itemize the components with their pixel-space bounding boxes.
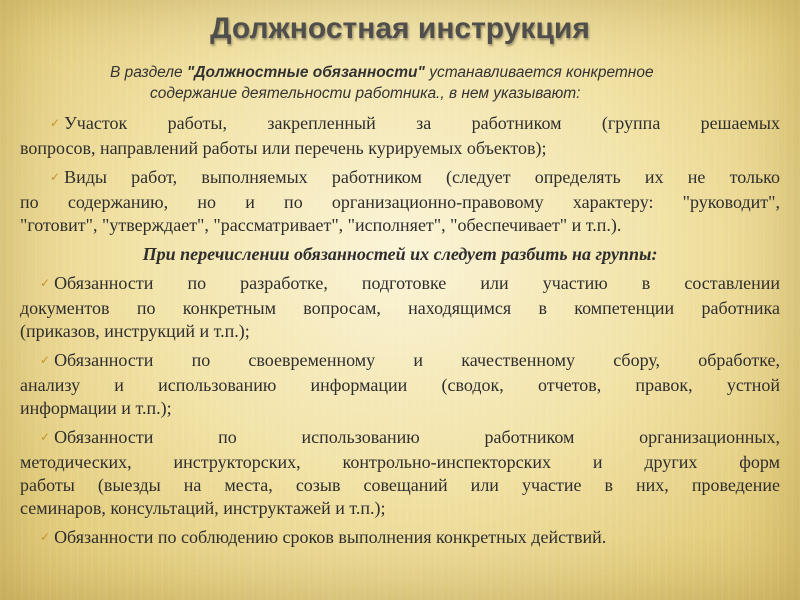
subheading: При перечислении обязанностей их следует разбить на группы: xyxy=(142,244,658,264)
checkmark-bullet-icon: ✓ xyxy=(40,430,51,444)
list-item xyxy=(20,426,780,520)
list-item-text: работы (выезды на места, созыв совещаний или участие в них, проведение xyxy=(20,475,780,495)
list-item xyxy=(20,349,780,420)
list-item-text: Обязанности по разработке, подготовке или участию в составлении xyxy=(54,273,780,293)
checkmark-bullet-icon: ✓ xyxy=(40,353,51,367)
checkmark-bullet-icon: ✓ xyxy=(40,530,51,544)
list-item-text: "готовит", "утверждает", "рассматривает", "исполняет", "обеспечивает" и т.п.). xyxy=(20,215,622,235)
list-item-text: по содержанию, но и по организационно-правовому характеру: "руководит", xyxy=(20,192,780,212)
duties-list-1 xyxy=(20,112,780,237)
intro-line-1 xyxy=(110,62,750,83)
intro-pre: В разделе xyxy=(110,64,187,81)
list-item xyxy=(20,526,780,551)
list-item-line xyxy=(20,191,780,214)
checkmark-bullet-icon: ✓ xyxy=(50,116,61,130)
list-item-line xyxy=(20,137,780,160)
list-item xyxy=(20,272,780,343)
checkmark-bullet-icon: ✓ xyxy=(40,276,51,290)
list-item-line xyxy=(20,451,780,474)
intro-line-2: содержание деятельности работника., в нем указывают: xyxy=(150,85,581,102)
list-item-text: Участок работы, закрепленный за работником (группа решаемых xyxy=(64,113,780,133)
intro-post: устанавливается конкретное xyxy=(424,64,654,81)
list-item-line xyxy=(20,426,780,451)
slide-title: Должностная инструкция xyxy=(210,12,590,45)
list-item xyxy=(20,166,780,237)
list-item-line xyxy=(20,374,780,397)
list-item-line xyxy=(20,297,780,320)
intro-text xyxy=(110,62,750,104)
list-item-line xyxy=(20,112,780,137)
duties-list-2 xyxy=(20,272,780,551)
list-item-line xyxy=(20,349,780,374)
list-item-line xyxy=(20,272,780,297)
list-item-line xyxy=(20,320,780,343)
list-item-text: методических, инструкторских, контрольно-инспекторских и других форм xyxy=(20,452,780,472)
list-item-text: (приказов, инструкций и т.п.); xyxy=(20,321,250,341)
list-item xyxy=(20,112,780,160)
list-item-text: информации и т.п.); xyxy=(20,398,172,418)
list-item-line xyxy=(20,214,780,237)
list-item-line xyxy=(20,474,780,497)
list-item-text: семинаров, консультаций, инструктажей и т.п.); xyxy=(20,498,386,518)
list-item-text: документов по конкретным вопросам, находящимся в компетенции работника xyxy=(20,298,780,318)
checkmark-bullet-icon: ✓ xyxy=(50,170,61,184)
list-item-line xyxy=(20,497,780,520)
list-item-line xyxy=(20,166,780,191)
list-item-text: вопросов, направлений работы или перечень курируемых объектов); xyxy=(20,138,547,158)
list-item-text: Обязанности по использованию работником организационных, xyxy=(54,427,780,447)
list-item-line xyxy=(20,397,780,420)
intro-section-name: "Должностные обязанности" xyxy=(186,64,425,81)
list-item-text: Виды работ, выполняемых работником (следует определять их не только xyxy=(64,167,780,187)
list-item-line xyxy=(20,526,780,551)
slide-body xyxy=(20,112,780,557)
list-item-text: Обязанности по соблюдению сроков выполнения конкретных действий. xyxy=(54,527,607,547)
list-item-text: Обязанности по своевременному и качественному сбору, обработке, xyxy=(54,350,780,370)
list-item-text: анализу и использованию информации (сводок, отчетов, правок, устной xyxy=(20,375,780,395)
